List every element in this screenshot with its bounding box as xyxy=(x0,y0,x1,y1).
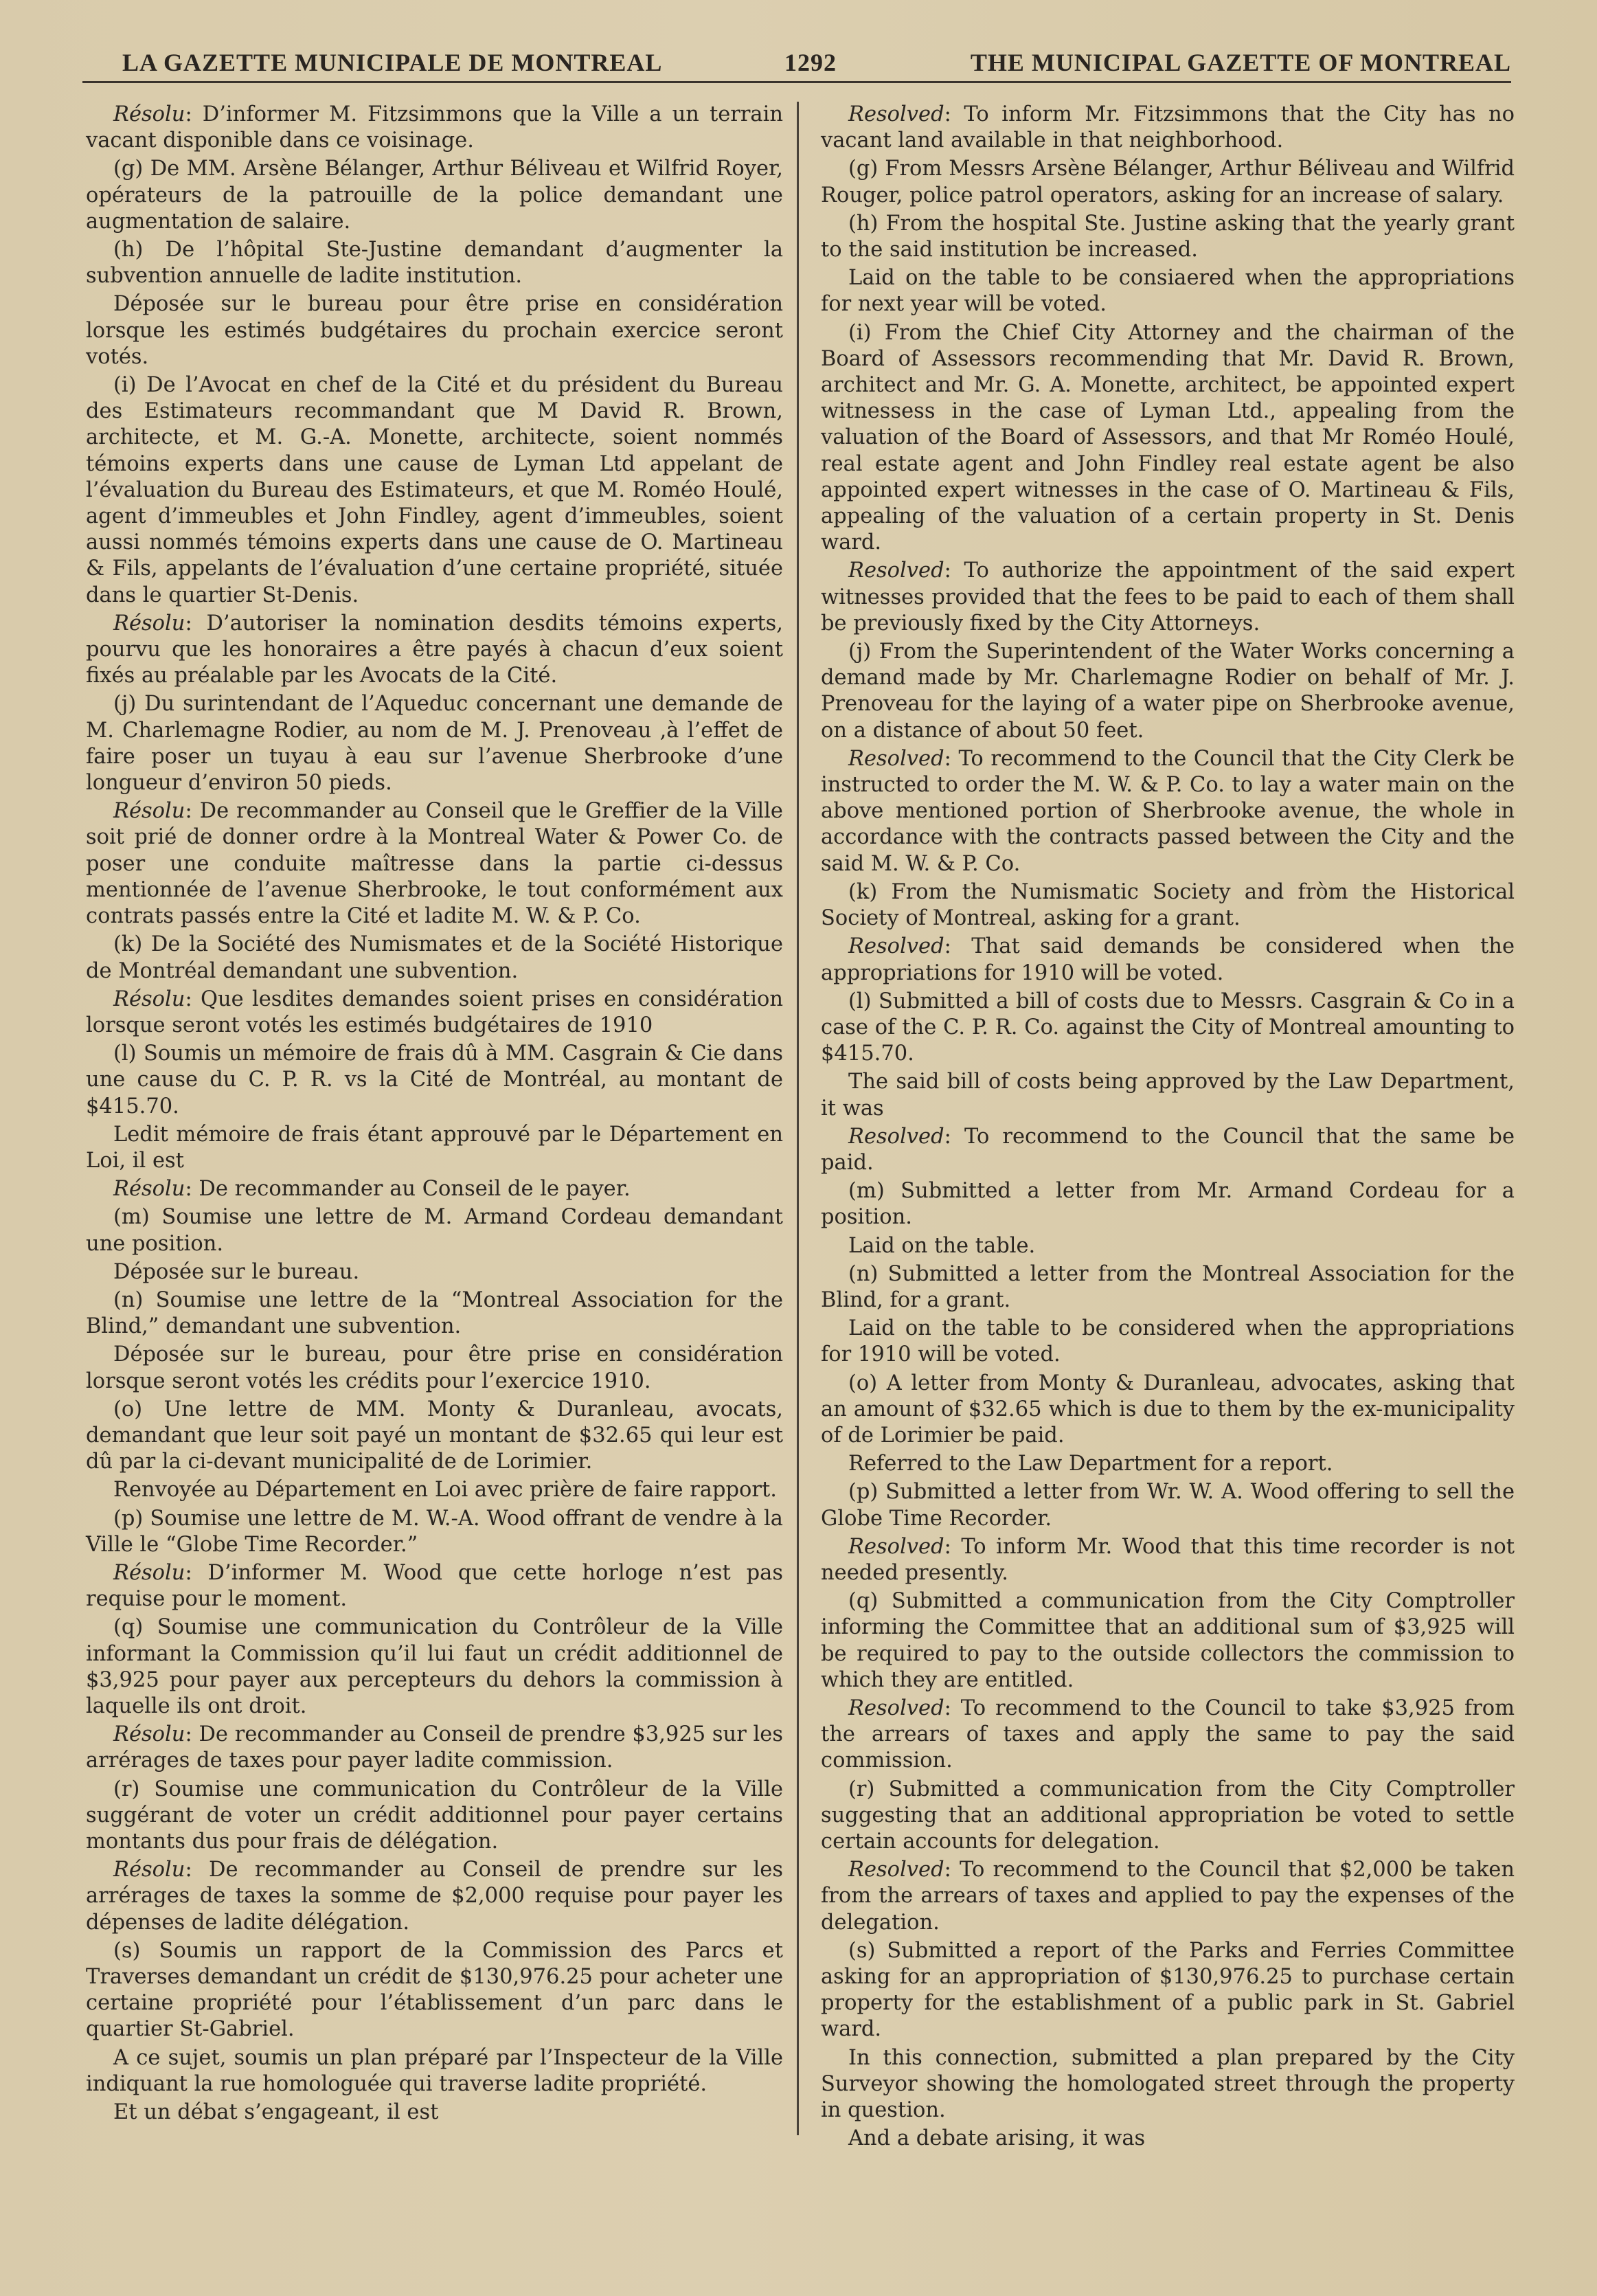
page-header xyxy=(103,43,1511,77)
paragraph-text: (l) Submitted a bill of costs due to Messrs. Casgrain & Co in a case of the C. P. R. Co. against the City of Montreal amounting to $415.70. xyxy=(821,989,1515,1066)
paragraph-text: : De recommander au Conseil de prendre $3,925 sur les arrérages de taxes pour payer ladite commission. xyxy=(86,1722,783,1773)
paragraph xyxy=(86,156,783,235)
paragraph-text: (i) From the Chief City Attorney and the chairman of the Board of Assessors recommending that Mr. David R. Brown, architect and Mr. G. A. Monette, architect, be appointed expert witnessess in the case of Lyman Ltd., appealing from the valuation of the Board of Assessors, and that Mr Roméo Houlé, real estate agent and John Findley real estate agent be also appointed expert witnesses in the case of O. Martineau & Fils, appealing of the valuation of a certain property in St. Denis ward. xyxy=(821,320,1515,555)
paragraph xyxy=(821,102,1515,154)
paragraph-text: Ledit mémoire de frais étant approuvé par le Département en Loi, il est xyxy=(86,1122,783,1173)
paragraph-text: Déposée sur le bureau, pour être prise en considération lorsque seront votés les crédits pour l’exercice 1910. xyxy=(86,1342,783,1393)
paragraph-text: (k) From the Numismatic Society and fròm the Historical Society of Montreal, asking for a grant. xyxy=(821,879,1515,931)
paragraph xyxy=(86,2100,783,2126)
paragraph-text: : De recommander au Conseil que le Greffier de la Ville soit prié de donner ordre à la Montreal Water & Power Co. de poser une conduite maîtresse dans la partie ci-dessus mentionnée de l’avenue Sherbrooke, le tout conformément aux contrats passés entre la Cité et ladite M. W. & P. Co. xyxy=(86,799,783,929)
paragraph xyxy=(821,1857,1515,1936)
paragraph-text: : Que lesdites demandes soient prises en considération lorsque seront votés les estimés budgétaires de 1910 xyxy=(86,987,783,1037)
resolution-label: Résolu xyxy=(113,987,185,1011)
paragraph xyxy=(86,1777,783,1856)
paragraph xyxy=(821,558,1515,637)
resolution-label: Résolu xyxy=(113,1560,185,1585)
resolution-label: Resolved xyxy=(848,746,944,771)
paragraph-text: : De recommander au Conseil de prendre sur les arrérages de taxes la somme de $2,000 requise pour payer les dépenses de ladite délégation. xyxy=(86,1858,783,1935)
paragraph xyxy=(86,1287,783,1340)
paragraph xyxy=(821,211,1515,263)
paragraph xyxy=(821,879,1515,932)
paragraph-text: (n) Soumise une lettre de la “Montreal Association for the Blind,” demandant une subvention. xyxy=(86,1287,783,1339)
paragraph-text: : That said demands be considered when the appropriations for 1910 will be voted. xyxy=(821,934,1515,985)
paragraph-text: Laid on the table to be consiaered when the appropriations for next year will be voted. xyxy=(821,266,1515,317)
paragraph xyxy=(86,1857,783,1936)
paragraph xyxy=(86,932,783,984)
resolution-label: Resolved xyxy=(848,1696,944,1720)
paragraph xyxy=(821,2126,1515,2152)
paragraph xyxy=(821,1588,1515,1693)
paragraph xyxy=(821,1451,1515,1477)
paragraph xyxy=(821,1316,1515,1368)
paragraph-text: (s) Soumis un rapport de la Commission des Parcs et Traverses demandant un crédit de $130,976.25 pour acheter une certaine propriété pour l’établissement d’un parc dans le quartier St-Gabriel. xyxy=(86,1938,783,2042)
resolution-label: Résolu xyxy=(113,1177,185,1202)
paragraph xyxy=(86,1204,783,1257)
paragraph-text: Et un débat s’engageant, il est xyxy=(113,2100,439,2125)
paragraph-text: (g) De MM. Arsène Bélanger, Arthur Béliveau et Wilfrid Royer, opérateurs de la patrouille de la police demandant une augmentation de salaire. xyxy=(86,157,783,234)
resolution-label: Résolu xyxy=(113,1722,185,1747)
paragraph xyxy=(86,1176,783,1202)
paragraph-text: : To recommend to the Council that the same be paid. xyxy=(821,1124,1515,1175)
paragraph-text: (o) A letter from Monty & Duranleau, advocates, asking that an amount of $32.65 which is due to them by the ex-municipality of de Lorimier be paid. xyxy=(821,1371,1515,1448)
paragraph xyxy=(821,265,1515,317)
paragraph-text: The said bill of costs being approved by the Law Department, it was xyxy=(821,1070,1515,1121)
paragraph-text: And a debate arising, it was xyxy=(848,2126,1146,2151)
resolution-label: Resolved xyxy=(848,559,944,583)
paragraph xyxy=(821,639,1515,744)
paragraph xyxy=(86,691,783,796)
paragraph xyxy=(821,746,1515,877)
paragraph xyxy=(821,2045,1515,2124)
paragraph-text: (g) From Messrs Arsène Bélanger, Arthur Béliveau and Wilfrid Rouger, police patrol operators, asking for an increase of salary. xyxy=(821,157,1515,207)
paragraph-text: (o) Une lettre de MM. Monty & Duranleau, avocats, demandant que leur soit payé un montant de $32.65 qui leur est dû par la ci-devant municipalité de de Lorimier. xyxy=(86,1397,783,1474)
paragraph-text: (i) De l’Avocat en chef de la Cité et du président du Bureau des Estimateurs recommandant que M David R. Brown, architecte, et M. G.-A. Monette, architecte, soient nommés témoins experts dans une cause de Lyman Ltd appelant de l’évaluation du Bureau des Estimateurs, et que M. Roméo Houlé, agent d’immeubles et John Findley, agent d’immeubles, soient aussi nommés témoins experts dans une cause de O. Martineau & Fils, appelants de l’évaluation d’une certaine propriété, située dans le quartier St-Denis. xyxy=(86,373,783,607)
paragraph xyxy=(821,1696,1515,1775)
paragraph-text: : D’informer M. Wood que cette horloge n’est pas requise pour le moment. xyxy=(86,1560,783,1612)
paragraph-text: : To recommend to the Council that $2,000 be taken from the arrears of taxes and applied to pay the expenses of the delegation. xyxy=(821,1858,1515,1935)
paragraph xyxy=(821,156,1515,208)
paragraph xyxy=(821,1777,1515,1856)
paragraph xyxy=(86,102,783,154)
paragraph-text: (j) Du surintendant de l’Aqueduc concernant une demande de M. Charlemagne Rodier, au nom de M. J. Prenoveau ,à l’effet de faire poser un tuyau à eau sur l’avenue Sherbrooke d’une longueur d’environ 50 pieds. xyxy=(86,692,783,796)
paragraph xyxy=(86,1397,783,1476)
paragraph xyxy=(821,934,1515,986)
paragraph-text: (r) Submitted a communication from the City Comptroller suggesting that an additional appropriation be voted to settle certain accounts for delegation. xyxy=(821,1777,1515,1854)
paragraph-text: Laid on the table to be considered when the appropriations for 1910 will be voted. xyxy=(821,1316,1515,1367)
header-title-fr: LA GAZETTE MUNICIPALE DE MONTREAL xyxy=(122,49,663,76)
paragraph xyxy=(86,1041,783,1120)
paragraph-text: (k) De la Société des Numismates et de la Société Historique de Montréal demandant une subvention. xyxy=(86,932,783,983)
paragraph-text: : To inform Mr. Wood that this time recorder is not needed presently. xyxy=(821,1534,1515,1585)
paragraph-text: (l) Soumis un mémoire de frais dû à MM. Casgrain & Cie dans une cause du C. P. R. vs la Cité de Montréal, au montant de $415.70. xyxy=(86,1042,783,1118)
resolution-label: Résolu xyxy=(113,799,185,824)
paragraph-text: Renvoyée au Département en Loi avec prière de faire rapport. xyxy=(113,1478,777,1502)
paragraph xyxy=(821,1371,1515,1450)
english-column xyxy=(821,102,1515,2154)
paragraph-text: (s) Submitted a report of the Parks and Ferries Committee asking for an appropriation of $130,976.25 to purchase certain property for the establishment of a public park in St. Gabriel ward. xyxy=(821,1938,1515,2042)
resolution-label: Resolved xyxy=(848,934,944,959)
paragraph xyxy=(821,1534,1515,1586)
paragraph-text: (q) Submitted a communication from the City Comptroller informing the Committee that an additional sum of $3,925 will be required to pay to the outside collectors the commission to which they are entitled. xyxy=(821,1589,1515,1692)
paragraph-text: : To inform Mr. Fitzsimmons that the City has no vacant land available in that neighborhood. xyxy=(821,102,1515,153)
paragraph-text: : D’autoriser la nomination desdits témoins experts, pourvu que les honoraires a être payés à chacun d’eux soient fixés au préalable par les Avocats de la Cité. xyxy=(86,611,783,688)
paragraph xyxy=(821,320,1515,556)
header-title-en: THE MUNICIPAL GAZETTE OF MONTREAL xyxy=(970,49,1511,76)
paragraph-text: (m) Soumise une lettre de M. Armand Cordeau demandant une position. xyxy=(86,1205,783,1256)
paragraph xyxy=(86,987,783,1039)
paragraph-text: A ce sujet, soumis un plan préparé par l’Inspecteur de la Ville indiquant la rue homologuée qui traverse ladite propriété. xyxy=(86,2045,783,2096)
page-number: 1292 xyxy=(784,49,837,76)
paragraph-text: (h) From the hospital Ste. Justine asking that the yearly grant to the said institution be increased. xyxy=(821,211,1515,262)
paragraph xyxy=(86,2045,783,2097)
paragraph xyxy=(821,989,1515,1068)
paragraph xyxy=(821,1938,1515,2043)
paragraph-text: Déposée sur le bureau pour être prise en considération lorsque les estimés budgétaires du prochain exercice seront votés. xyxy=(86,292,783,369)
paragraph xyxy=(86,372,783,609)
french-column xyxy=(86,102,783,2128)
paragraph xyxy=(86,798,783,930)
paragraph xyxy=(86,1560,783,1612)
paragraph xyxy=(86,1614,783,1720)
paragraph xyxy=(86,1259,783,1285)
paragraph-text: (r) Soumise une communication du Contrôleur de la Ville suggérant de voter un crédit additionnel pour payer certains montants dus pour frais de délégation. xyxy=(86,1777,783,1854)
paragraph-text: Referred to the Law Department for a report. xyxy=(848,1452,1333,1476)
paragraph xyxy=(821,1479,1515,1531)
paragraph xyxy=(821,1069,1515,1121)
paragraph xyxy=(86,1506,783,1558)
paragraph xyxy=(86,1342,783,1394)
paragraph-text: Laid on the table. xyxy=(848,1233,1036,1258)
paragraph xyxy=(86,1477,783,1503)
paragraph xyxy=(86,1722,783,1774)
paragraph xyxy=(86,291,783,370)
column-divider xyxy=(797,102,799,2135)
paragraph-text: : To recommend to the Council that the City Clerk be instructed to order the M. W. & P. Co. to lay a water main on the above mentioned portion of Sherbrooke avenue, the whole in accordance with the contracts passed between the City and the said M. W. & P. Co. xyxy=(821,746,1515,876)
paragraph xyxy=(821,1233,1515,1259)
paragraph-text: (n) Submitted a letter from the Montreal Association for the Blind, for a grant. xyxy=(821,1261,1515,1312)
resolution-label: Resolved xyxy=(848,1124,944,1149)
resolution-label: Résolu xyxy=(113,1858,185,1882)
paragraph xyxy=(821,1261,1515,1314)
paragraph-text: In this connection, submitted a plan prepared by the City Surveyor showing the homologated street through the property in question. xyxy=(821,2045,1515,2123)
resolution-label: Résolu xyxy=(113,611,185,635)
paragraph-text: (p) Soumise une lettre de M. W.-A. Wood offrant de vendre à la Ville le “Globe Time Recorder.” xyxy=(86,1506,783,1557)
resolution-label: Resolved xyxy=(848,1534,944,1559)
paragraph-text: : D’informer M. Fitzsimmons que la Ville a un terrain vacant disponible dans ce voisinage. xyxy=(86,102,783,153)
paragraph xyxy=(821,1178,1515,1230)
paragraph xyxy=(86,611,783,690)
paragraph-text: (m) Submitted a letter from Mr. Armand Cordeau for a position. xyxy=(821,1179,1515,1230)
paragraph-text: : De recommander au Conseil de le payer. xyxy=(185,1177,631,1202)
paragraph-text: : To recommend to the Council to take $3,925 from the arrears of taxes and apply the same to pay the said commission. xyxy=(821,1696,1515,1773)
paragraph xyxy=(821,1124,1515,1176)
paragraph xyxy=(86,237,783,289)
resolution-label: Résolu xyxy=(113,102,185,126)
paragraph-text: (p) Submitted a letter from Wr. W. A. Wood offering to sell the Globe Time Recorder. xyxy=(821,1480,1515,1531)
paragraph-text: (q) Soumise une communication du Contrôleur de la Ville informant la Commission qu’il lui faut un crédit additionnel de $3,925 pour payer aux percepteurs du dehors la commission à laquelle ils ont droit. xyxy=(86,1615,783,1718)
paragraph-text: : To authorize the appointment of the said expert witnesses provided that the fees to be paid to each of them shall be previously fixed by the City Attorneys. xyxy=(821,559,1515,635)
paragraph-text: Déposée sur le bureau. xyxy=(113,1259,360,1284)
resolution-label: Resolved xyxy=(848,1858,944,1882)
paragraph-text: (j) From the Superintendent of the Water Works concerning a demand made by Mr. Charlemagne Rodier on behalf of Mr. J. Prenoveau for the laying of a water pipe on Sherbrooke avenue, on a distance of about 50 feet. xyxy=(821,640,1515,743)
resolution-label: Resolved xyxy=(848,102,944,126)
paragraph xyxy=(86,1122,783,1174)
paragraph xyxy=(86,1938,783,2043)
header-rule xyxy=(82,81,1511,83)
paragraph-text: (h) De l’hôpital Ste-Justine demandant d’augmenter la subvention annuelle de ladite institution. xyxy=(86,238,783,289)
